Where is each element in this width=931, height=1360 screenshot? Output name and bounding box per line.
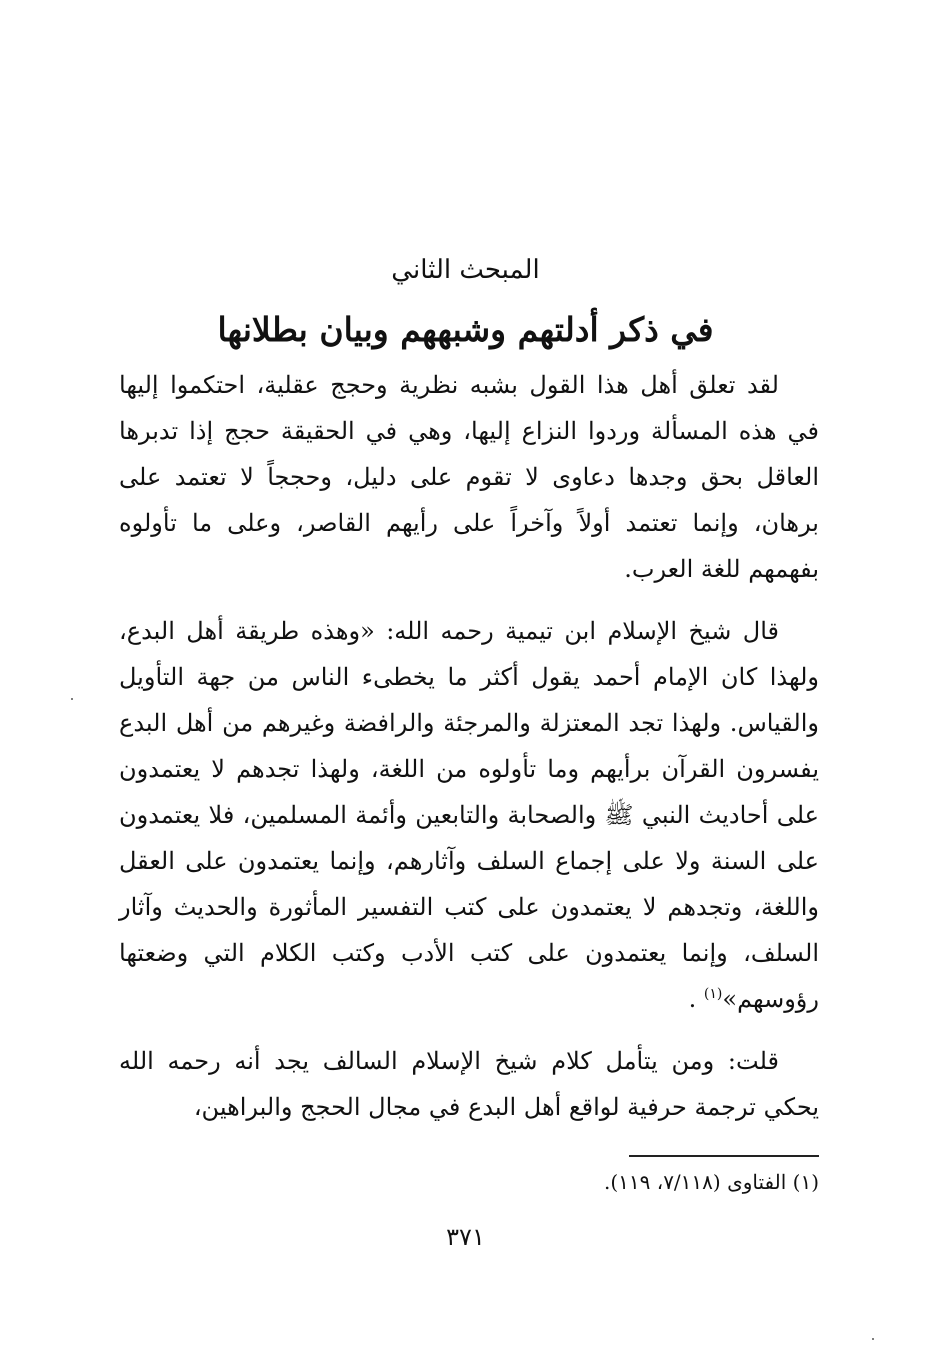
section-title: في ذكر أدلتهم وشبههم وبيان بطلانها xyxy=(217,310,714,349)
footnote-reference[interactable]: (١) xyxy=(703,986,723,1002)
paragraph-quote xyxy=(119,608,819,1022)
page-number: ٣٧١ xyxy=(446,1223,485,1251)
paragraph-intro xyxy=(119,362,819,592)
paragraph-quote-tail: . xyxy=(688,985,704,1013)
section-label: المبحث الثاني xyxy=(391,255,540,285)
scan-speck xyxy=(71,698,73,700)
paragraph-comment-text: قلت: ومن يتأمل كلام شيخ الإسلام السالف يجد أنه رحمه الله يحكي ترجمة حرفية لواقع أهل البدع في مجال الحجج والبراهين، xyxy=(119,1047,819,1121)
body-text xyxy=(119,362,819,1130)
scan-speck xyxy=(872,1338,874,1340)
footnote-divider xyxy=(629,1155,819,1157)
paragraph-comment xyxy=(119,1038,819,1130)
paragraph-intro-text: لقد تعلق أهل هذا القول بشبه نظرية وحجج عقلية، احتكموا إليها في هذه المسألة وردوا النزاع إليها، وهي في الحقيقة حجج إذا تدبرها العاقل بحق وجدها دعاوى لا تقوم على دليل، وحججاً لا تعتمد على برهان، وإنما تعتمد أولاً وآخراً على رأيهم القاصر، وعلى ما تأولوه بفهمهم للغة العرب. xyxy=(119,371,819,583)
footnote: (١) الفتاوى (٧/١١٨، ١١٩). xyxy=(603,1170,819,1194)
paragraph-quote-text: قال شيخ الإسلام ابن تيمية رحمه الله: «وهذه طريقة أهل البدع، ولهذا كان الإمام أحمد يقول أكثر ما يخطىء الناس من جهة التأويل والقياس. ولهذا تجد المعتزلة والمرجئة والرافضة وغيرهم من أهل البدع يفسرون القرآن برأيهم وما تأولوه من اللغة، ولهذا تجدهم لا يعتمدون على أحاديث النبي ﷺ والصحابة والتابعين وأئمة المسلمين، فلا يعتمدون على السنة ولا على إجماع السلف وآثارهم، وإنما يعتمدون على العقل واللغة، وتجدهم لا يعتمدون على كتب التفسير المأثورة والحديث وآثار السلف، وإنما يعتمدون على كتب الأدب وكتب الكلام التي وضعتها رؤوسهم» xyxy=(119,617,820,1013)
